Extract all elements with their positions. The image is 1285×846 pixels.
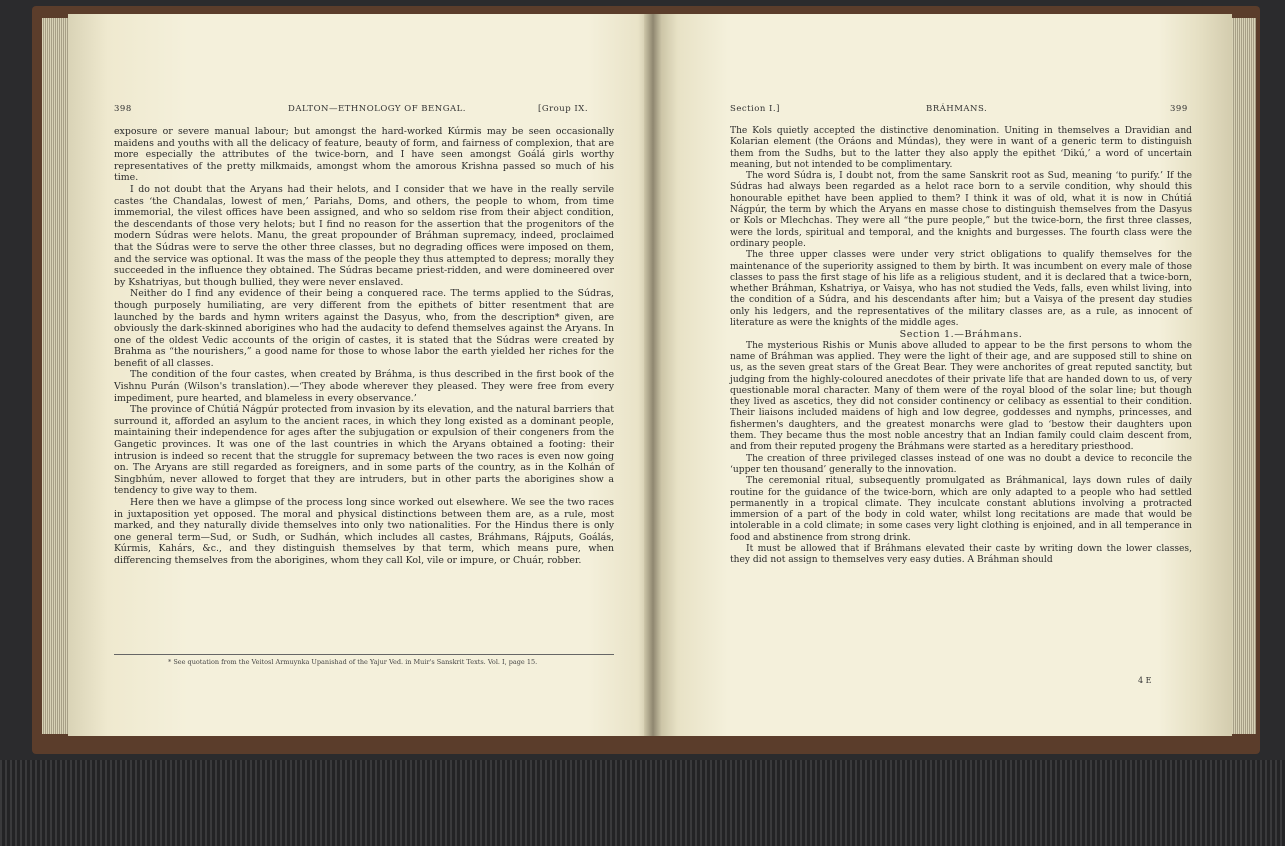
paragraph: The ceremonial ritual, subsequently promulgated as Bráhmanical, lays down rules of daily routine for the guidance of the twice-born, which are only adapted to a people who had settled permanently in a tropical climate. They inculcate constant ablutions involving a protracted immersion of a part of the body in cold water, whilst long recitations are made that would be intolerable in a cold climate; in some cases very light clothing is enjoined, and in all temperance in food and abstinence from strong drink. (730, 476, 1192, 543)
page-edges-right (1228, 18, 1256, 734)
section-heading: Section 1.—Bráhmans. (899, 329, 1023, 341)
left-page (68, 14, 650, 736)
left-section-tag: [Group IX. (538, 104, 589, 114)
book-gutter (644, 14, 662, 736)
paragraph: The creation of three privileged classes instead of one was no doubt a device to reconcile the ‘upper ten thousand’ generally to the innovation. (730, 453, 1192, 475)
paragraph: The Kols quietly accepted the distinctive denomination. Uniting in themselves a Dravidian and Kolarian element (the Oráons and Múndas), they were in want of a generic term to distinguish them from the Sudhs, but to the latter they also apply the epithet ‘Dikú,’ a word of uncertain meaning, but not intended to be complimentary. (730, 126, 1192, 170)
right-page-number: 399 (1170, 104, 1188, 114)
right-body-text (730, 126, 1192, 567)
paragraph: It must be allowed that if Bráhmans elevated their caste by writing down the lower classes, they did not assign to themselves very easy duties. A Bráhman should (730, 543, 1192, 566)
paragraph: The three upper classes were under very strict obligations to qualify themselves for the maintenance of the superiority assigned to them by birth. It was incumbent on every male of those classes to pass the first stage of his life as a religious student, and it is declared that a twice-born, whether Bráhman, Kshatriya, or Vaisya, who has not studied the Veds, falls, even whilst living, into the condition of a Súdra, and his descendants after him; but a Vaisya of the present day studies only his ledgers, and the representatives of the military classes are, as a rule, as innocent of literature as were the knights of the middle ages. (730, 250, 1192, 329)
signature-mark: 4 E (1138, 676, 1152, 685)
footnote-rule (114, 654, 614, 655)
open-book (32, 6, 1260, 754)
right-title: BRÁHMANS. (926, 104, 988, 114)
paragraph: Neither do I find any evidence of their being a conquered race. The terms applied to the Súdras, though purposely humiliating, are very different from the epithets of bitter resentment that are launched by the bards and hymn writers against the Dasyus, who, from the description* given, are obviously the dark-skinned aborigines who had the audacity to defend themselves against the Aryans. In one of the oldest Vedic accounts of the origin of castes, it is stated that the Súdras were created by Brahma as “the nourishers,” a good name for those to whose labor the earth yielded her riches for the benefit of all classes. (114, 288, 614, 369)
paragraph: exposure or severe manual labour; but amongst the hard-worked Kúrmis may be seen occasionally maidens and youths with all the delicacy of feature, beauty of form, and fairness of complexion, that are more especially the attributes of the twice-born, and I have seen amongst Goálá girls worthy representatives of the pretty milkmaids, amongst whom the amorous Krishna passed so much of his time. (114, 126, 614, 184)
right-section-tag: Section I.] (730, 104, 780, 114)
paragraph: Here then we have a glimpse of the process long since worked out elsewhere. We see the two races in juxtaposition yet opposed. The moral and physical distinctions between them are, as a rule, most marked, and they naturally divide themselves into only two nationalities. For the Hindus there is only one general term—Sud, or Sudh, or Sudhán, which includes all castes, Bráhmans, Rájputs, Goálás, Kúrmis, Kahárs, &c., and they distinguish themselves by that term, which means pure, when differencing themselves from the aborigines, whom they call Kol, vile or impure, or Chuár, robber. (114, 497, 614, 566)
paragraph: I do not doubt that the Aryans had their helots, and I consider that we have in the really servile castes ‘the Chandalas, lowest of men,’ Pariahs, Doms, and others, the people to whom, from time immemorial, the vilest offices have been assigned, and who so seldom rise from their abject condition, the descendants of those very helots; but I find no reason for the assertion that the progenitors of the modern Súdras were helots. Manu, the great propounder of Bráhman supremacy, indeed, proclaimed that the Súdras were to serve the other three classes, but no degrading offices were imposed on them, and the service was optional. It was the mass of the people they thus attempted to depress; morally they succeeded in the influence they obtained. The Súdras became priest-ridden, and were domineered over by Kshatriyas, but though bullied, they were never enslaved. (114, 183, 614, 288)
left-page-number: 398 (114, 104, 132, 114)
paragraph: The condition of the four castes, when created by Bráhma, is thus described in the first book of the Vishnu Purán (Wilson's translation).—‘They abode wherever they pleased. They were free from every impediment, pure hearted, and blameless in every observance.’ (114, 369, 614, 404)
left-footnote: * See quotation from the Veitosl Armuynka Upanishad of the Yajur Ved. in Muir's Sanskrit Texts. Vol. I, page 15. (168, 658, 538, 666)
background-desk (0, 760, 1285, 846)
right-page (658, 14, 1232, 736)
left-title: DALTON—ETHNOLOGY OF BENGAL. (288, 104, 466, 114)
paragraph: The mysterious Rishis or Munis above alluded to appear to be the first persons to whom the name of Bráhman was applied. They were the light of their age, and are supposed still to shine on us, as the seven great stars of the Great Bear. They were anchorites of great reputed sanctity, but judging from the highly-coloured anecdotes of their private life that are handed down to us, of very questionable moral character. Many of them were of the royal blood of the solar line; but though they lived as ascetics, they did not consider continency or celibacy as essential to their condition. Their liaisons included maidens of high and low degree, goddesses and nymphs, princesses, and fishermen's daughters, and the greatest monarchs were glad to ‘bestow their daughters upon them. They became thus the most noble ancestry that an Indian family could claim descent from, and from their reputed progeny the Bráhmans were started as a hereditary priesthood. (730, 340, 1192, 453)
left-body-text (114, 126, 614, 567)
paragraph: The province of Chútiá Nágpúr protected from invasion by its elevation, and the natural barriers that surround it, afforded an asylum to the ancient races, in which they long existed as a dominant people, maintaining their independence for ages after the subjugation or expulsion of their congeners from the Gangetic provinces. It was one of the last countries in which the Aryans obtained a footing: their intrusion is indeed so recent that the struggle for supremacy between the two races is even now going on. The Aryans are still regarded as foreigners, and in some parts of the country, as in the Kolhán of Singbhúm, never allowed to forget that they are intruders, but in other parts the aborigines show a tendency to give way to them. (114, 404, 614, 497)
paragraph: The word Súdra is, I doubt not, from the same Sanskrit root as Sud, meaning ‘to purify.’ If the Súdras had always been regarded as a helot race born to a servile condition, why should this honourable epithet have been applied to them? I think it was of old, what it is now in Chútiá Nágpúr, the term by which the Aryans en masse chose to distinguish themselves from the Dasyus or Kols or Mlechchas. They were all “the pure people,” but the twice-born, the first three classes, were the lords, spiritual and temporal, and the knights and burgesses. The fourth class were the ordinary people. (730, 171, 1192, 249)
